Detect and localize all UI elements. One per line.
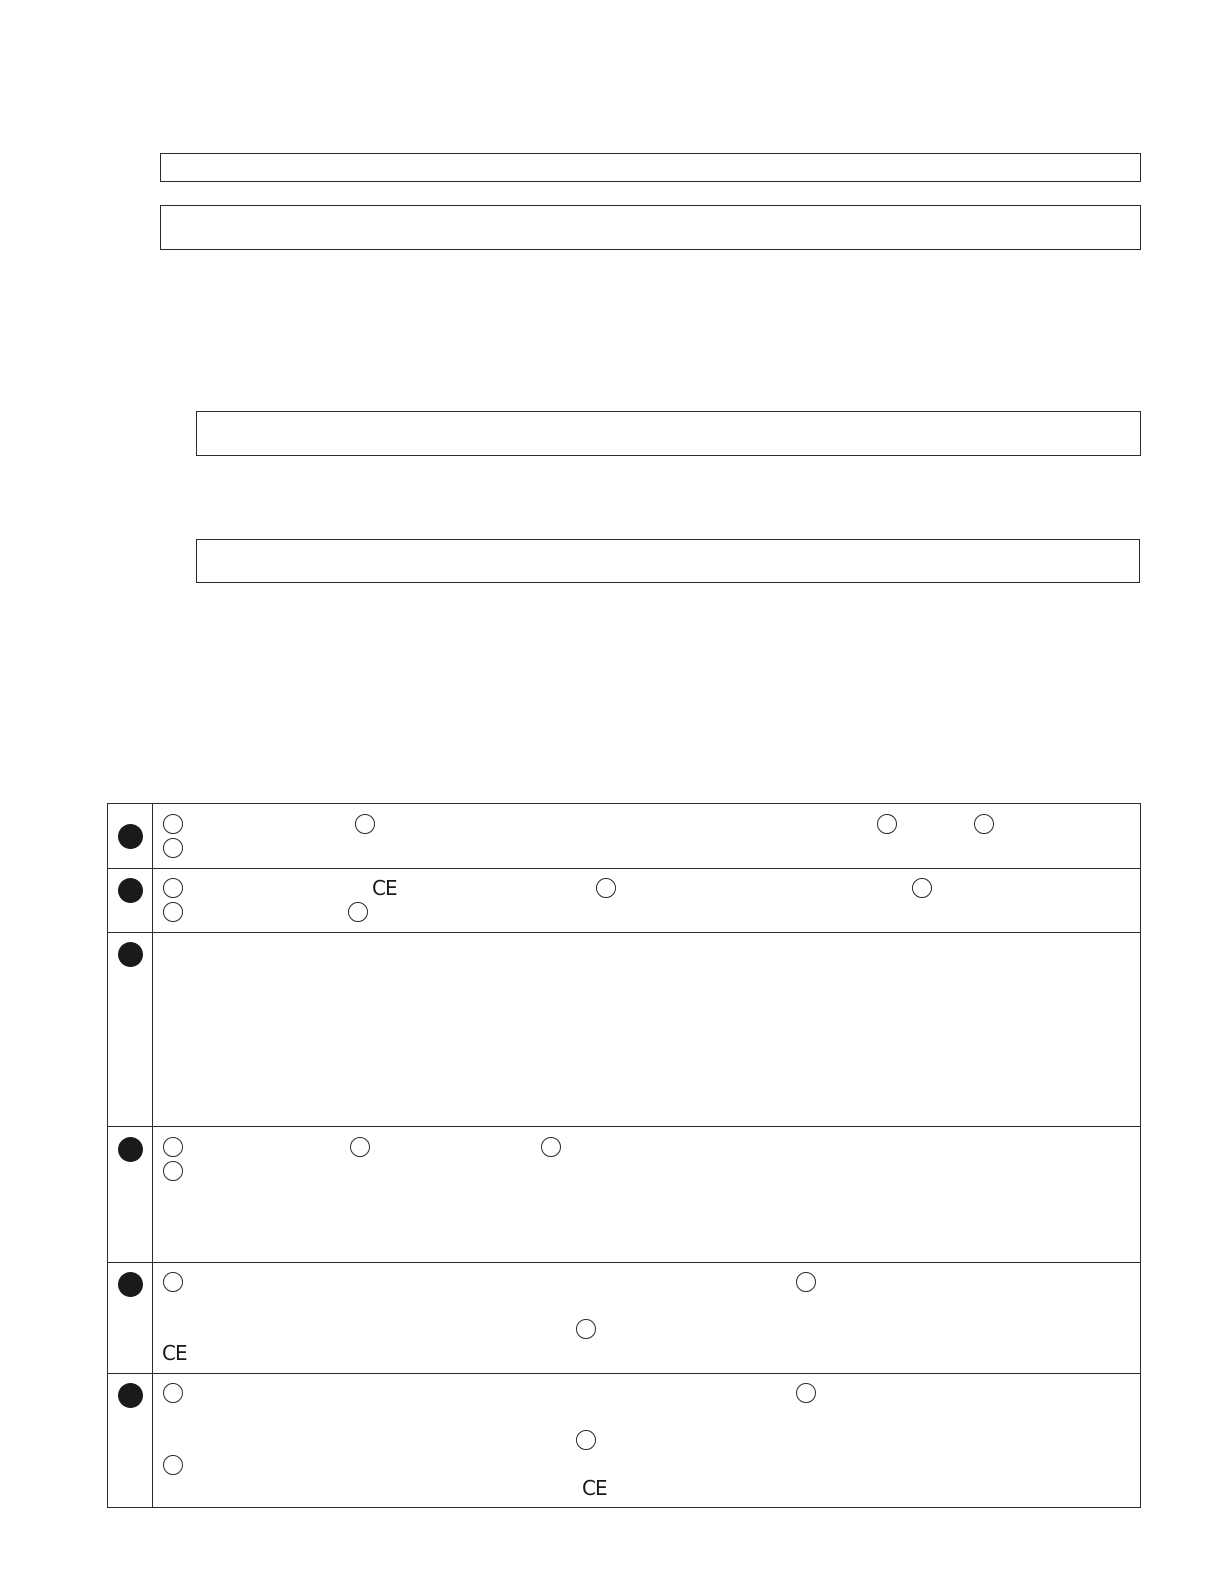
- row-6-bullet-icon: [118, 1383, 143, 1408]
- row-1-option-e[interactable]: [163, 838, 183, 858]
- row-2-option-d[interactable]: [163, 902, 183, 922]
- row-4-bullet-icon: [118, 1137, 143, 1162]
- row-6-option-a[interactable]: [163, 1383, 183, 1403]
- row-divider: [108, 1126, 1140, 1127]
- row-1-option-d[interactable]: [974, 814, 994, 834]
- row-1-bullet-icon: [118, 824, 143, 849]
- row-4-option-b[interactable]: [350, 1137, 370, 1157]
- row-2-option-e[interactable]: [348, 902, 368, 922]
- row-4-option-c[interactable]: [541, 1137, 561, 1157]
- options-table: [107, 803, 1141, 1508]
- row-divider: [108, 868, 1140, 869]
- row-5-ce-mark: CE: [162, 1341, 187, 1365]
- text-field-3[interactable]: [196, 411, 1141, 456]
- row-6-option-b[interactable]: [796, 1383, 816, 1403]
- row-divider: [108, 1262, 1140, 1263]
- row-6-ce-mark: CE: [582, 1476, 607, 1500]
- row-2-option-b[interactable]: [596, 878, 616, 898]
- text-field-1[interactable]: [160, 153, 1141, 182]
- table-column-divider: [152, 804, 153, 1507]
- row-2-ce-mark: CE: [372, 876, 397, 900]
- row-1-option-c[interactable]: [877, 814, 897, 834]
- row-divider: [108, 1373, 1140, 1374]
- text-field-4[interactable]: [196, 539, 1140, 583]
- row-5-option-b[interactable]: [796, 1272, 816, 1292]
- row-6-option-c[interactable]: [576, 1430, 596, 1450]
- row-2-option-a[interactable]: [163, 878, 183, 898]
- row-1-option-b[interactable]: [355, 814, 375, 834]
- row-divider: [108, 932, 1140, 933]
- row-1-option-a[interactable]: [163, 814, 183, 834]
- row-2-bullet-icon: [118, 878, 143, 903]
- row-2-option-c[interactable]: [912, 878, 932, 898]
- text-field-2[interactable]: [160, 205, 1141, 250]
- row-5-bullet-icon: [118, 1272, 143, 1297]
- row-4-option-d[interactable]: [163, 1161, 183, 1181]
- row-5-option-a[interactable]: [163, 1272, 183, 1292]
- row-4-option-a[interactable]: [163, 1137, 183, 1157]
- row-6-option-d[interactable]: [163, 1455, 183, 1475]
- row-3-bullet-icon: [118, 942, 143, 967]
- row-5-option-c[interactable]: [576, 1319, 596, 1339]
